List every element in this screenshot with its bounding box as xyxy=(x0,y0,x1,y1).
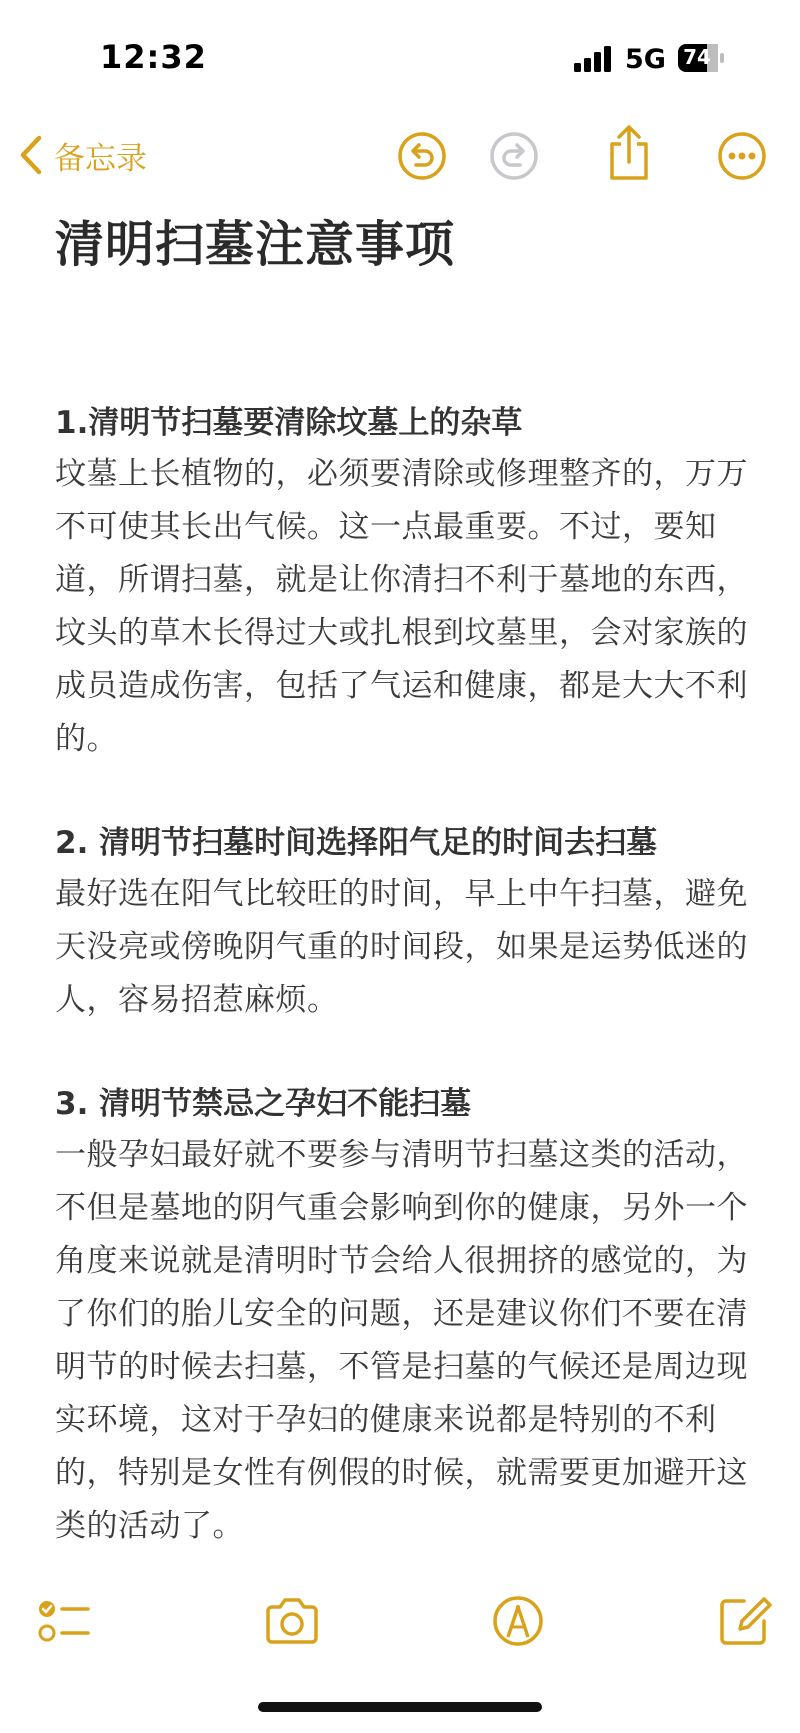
section-heading: 1.清明节扫墓要清除坟墓上的杂草 xyxy=(55,405,523,441)
cellular-signal-icon xyxy=(574,46,614,72)
more-icon[interactable] xyxy=(716,130,768,182)
checklist-icon[interactable] xyxy=(36,1595,92,1647)
back-button[interactable] xyxy=(18,130,147,180)
chevron-left-icon xyxy=(18,135,44,175)
battery-level: 74 xyxy=(683,45,711,69)
battery-icon xyxy=(678,44,724,72)
camera-icon[interactable] xyxy=(264,1595,320,1647)
section-body: 最好选在阳气比较旺的时间，早上中午扫墓，避免天没亮或傍晚阴气重的时间段，如果是运势低迷的人，容易招惹麻烦。 xyxy=(55,876,748,1018)
section-body: 一般孕妇最好就不要参与清明节扫墓这类的活动，不但是墓地的阴气重会影响到你的健康，另外一个角度来说就是清明时节会给人很拥挤的感觉的，为了你们的胎儿安全的问题，还是建议你们不要在清明节的时候去扫墓，不管是扫墓的气候还是周边现实环境，这对于孕妇的健康来说都是特别的不利的，特别是女性有例假的时候，就需要更加避开这类的活动了。 xyxy=(55,1137,748,1544)
note-title: 清明扫墓注意事项 xyxy=(55,216,456,273)
section-heading: 3. 清明节禁忌之孕妇不能扫墓 xyxy=(55,1086,472,1122)
markup-pen-icon[interactable] xyxy=(490,1595,546,1647)
note-section-3 xyxy=(55,1079,755,1553)
section-body: 坟墓上长植物的，必须要清除或修理整齐的，万万不可使其长出气候。这一点最重要。不过，要知道，所谓扫墓，就是让你清扫不利于墓地的东西，坟头的草木长得过大或扎根到坟墓里，会对家族的成员造成伤害，包括了气运和健康，都是大大不利的。 xyxy=(55,456,748,757)
redo-icon[interactable] xyxy=(488,130,540,182)
navigation-bar xyxy=(0,110,800,200)
note-content[interactable] xyxy=(55,210,755,1553)
note-section-2 xyxy=(55,818,755,1027)
undo-icon[interactable] xyxy=(396,130,448,182)
share-icon[interactable] xyxy=(604,124,654,182)
status-bar xyxy=(0,0,800,110)
home-indicator[interactable] xyxy=(258,1702,542,1712)
back-label: 备忘录 xyxy=(54,140,147,177)
bottom-toolbar xyxy=(0,1585,800,1655)
note-section-1 xyxy=(55,398,755,766)
network-type: 5G xyxy=(625,44,666,75)
compose-icon[interactable] xyxy=(718,1595,774,1647)
status-time: 12:32 xyxy=(100,38,207,76)
section-heading: 2. 清明节扫墓时间选择阳气足的时间去扫墓 xyxy=(55,825,658,861)
